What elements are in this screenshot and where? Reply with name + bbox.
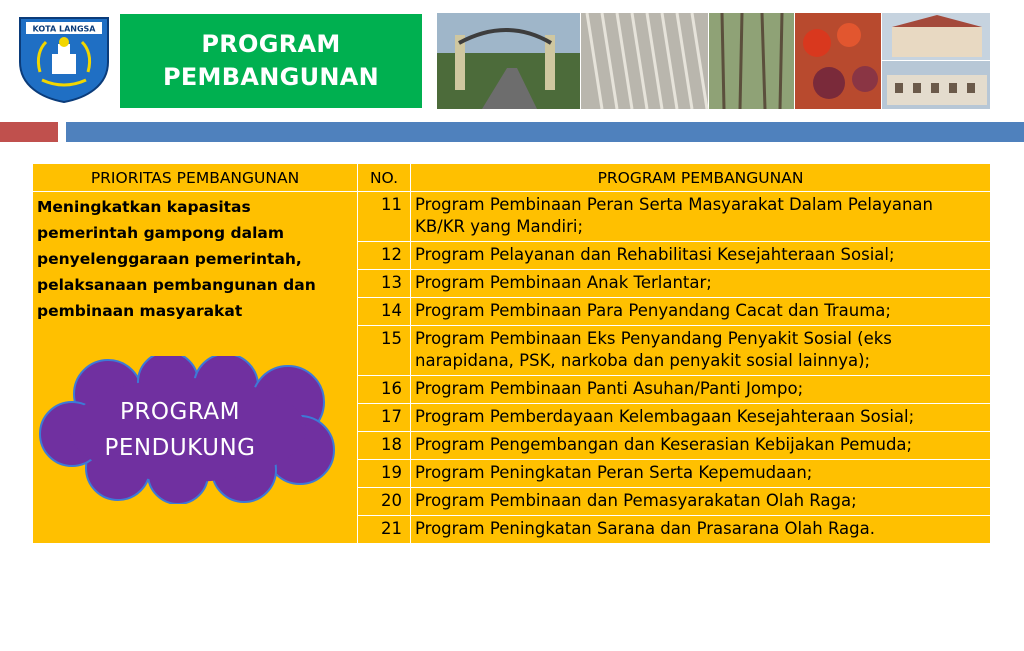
- row-number: 15: [358, 326, 411, 376]
- header-no: NO.: [358, 164, 411, 192]
- row-number: 21: [358, 516, 411, 544]
- page-title: [120, 14, 422, 108]
- row-program: Program Pelayanan dan Rehabilitasi Kesejahteraan Sosial;: [411, 242, 991, 270]
- table-row: [33, 192, 991, 242]
- row-program: Program Pembinaan Eks Penyandang Penyakit Sosial (eks narapidana, PSK, narkoba dan penyakit sosial lainnya);: [411, 326, 991, 376]
- row-number: 12: [358, 242, 411, 270]
- header-priority: PRIORITAS PEMBANGUNAN: [33, 164, 358, 192]
- row-number: 19: [358, 460, 411, 488]
- table-header-row: [33, 164, 991, 192]
- title-line-1: PROGRAM: [201, 30, 341, 58]
- row-number: 17: [358, 404, 411, 432]
- row-number: 18: [358, 432, 411, 460]
- row-program: Program Pembinaan dan Pemasyarakatan Olah Raga;: [411, 488, 991, 516]
- accent-bar-blue: [66, 122, 1024, 142]
- cloud-line-1: PROGRAM: [120, 399, 240, 425]
- row-program: Program Pengembangan dan Keserasian Kebijakan Pemuda;: [411, 432, 991, 460]
- row-number: 14: [358, 298, 411, 326]
- row-number: 13: [358, 270, 411, 298]
- row-number: 20: [358, 488, 411, 516]
- row-program: Program Pembinaan Peran Serta Masyarakat Dalam Pelayanan KB/KR yang Mandiri;: [411, 192, 991, 242]
- kota-langsa-logo: [16, 14, 112, 104]
- accent-bar-red: [0, 122, 58, 142]
- row-program: Program Pembinaan Panti Asuhan/Panti Jompo;: [411, 376, 991, 404]
- row-number: 11: [358, 192, 411, 242]
- row-program: Program Pembinaan Para Penyandang Cacat dan Trauma;: [411, 298, 991, 326]
- cloud-line-2: PENDUKUNG: [104, 435, 256, 461]
- photo-collage: [437, 13, 990, 109]
- priority-text: Meningkatkan kapasitas pemerintah gampong dalam penyelenggaraan pemerintah, pelaksanaan pembangunan dan pembinaan masyarakat: [33, 192, 358, 544]
- logo-text: KOTA LANGSA: [32, 24, 96, 34]
- cloud-label: [60, 394, 300, 466]
- row-number: 16: [358, 376, 411, 404]
- header-program: PROGRAM PEMBANGUNAN: [411, 164, 991, 192]
- row-program: Program Peningkatan Peran Serta Kepemudaan;: [411, 460, 991, 488]
- title-line-2: PEMBANGUNAN: [162, 63, 380, 91]
- row-program: Program Pembinaan Anak Terlantar;: [411, 270, 991, 298]
- row-program: Program Pemberdayaan Kelembagaan Kesejahteraan Sosial;: [411, 404, 991, 432]
- row-program: Program Peningkatan Sarana dan Prasarana Olah Raga.: [411, 516, 991, 544]
